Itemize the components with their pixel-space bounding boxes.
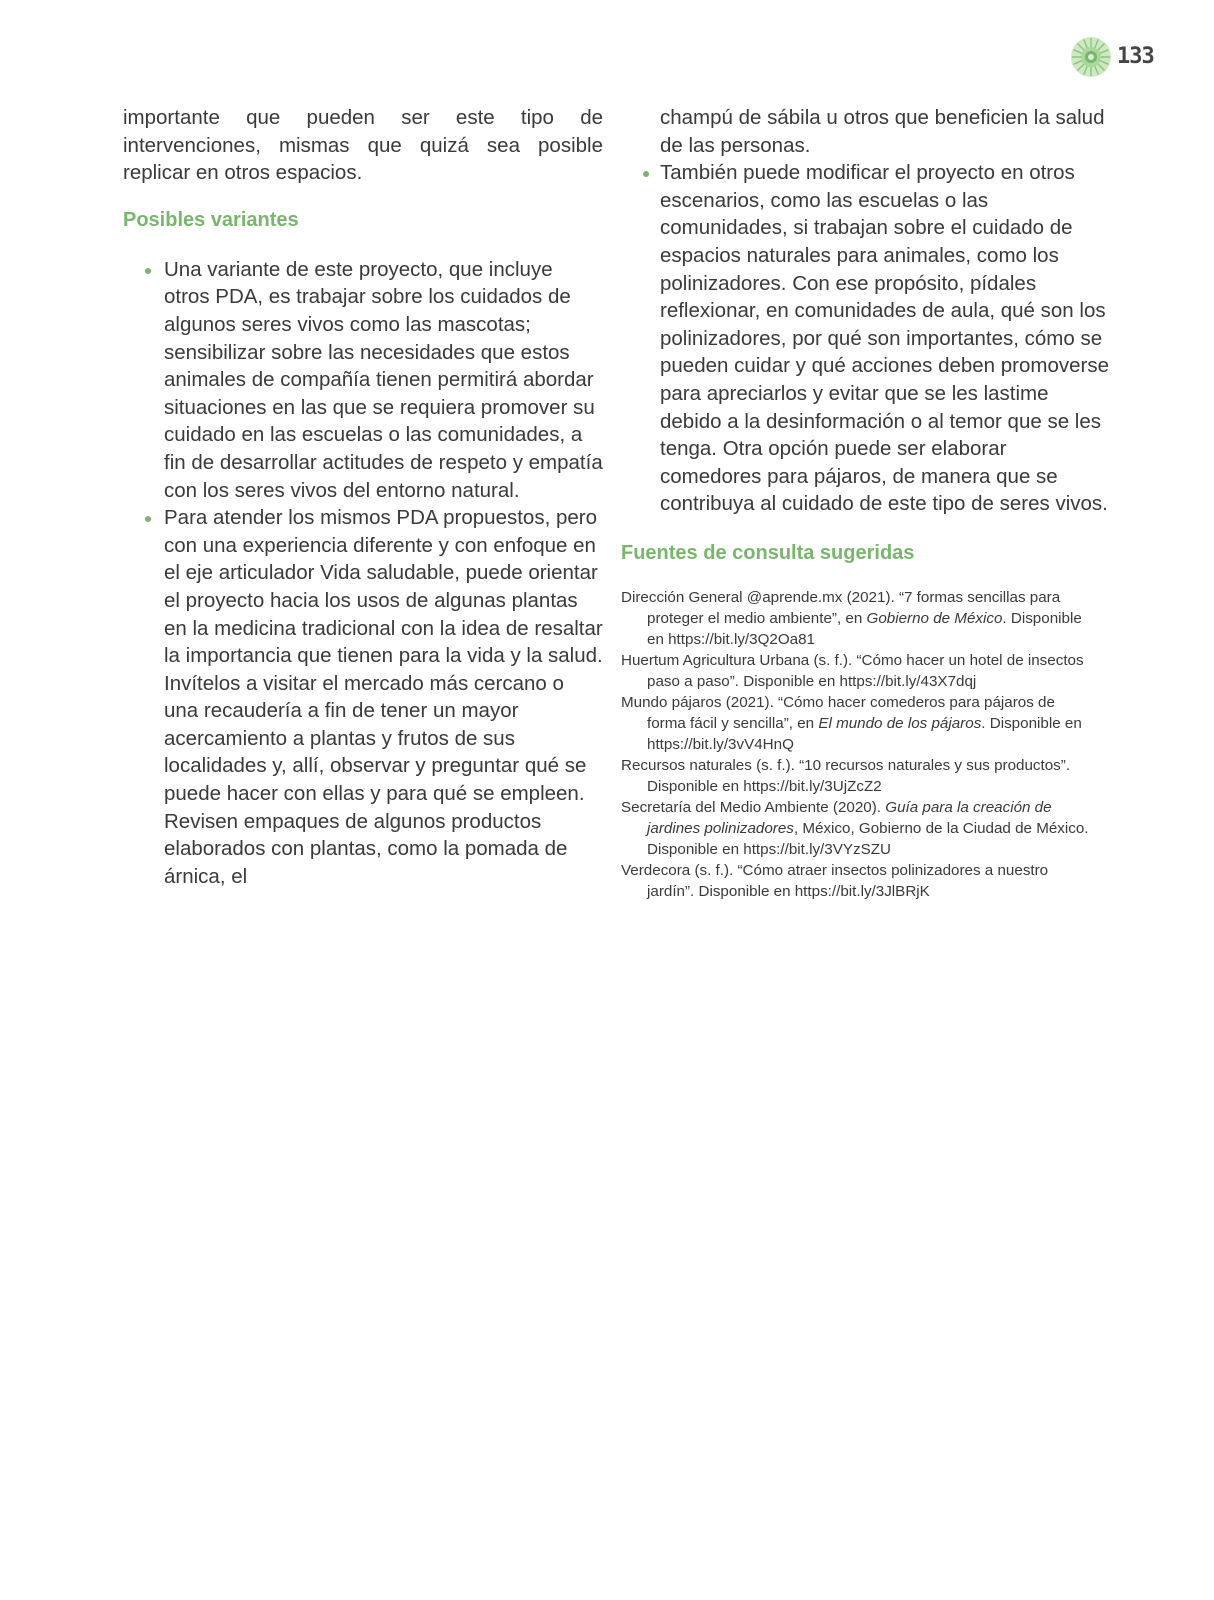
section-heading-sources: Fuentes de consulta sugeridas [621, 541, 915, 564]
bullet-text: Para atender los mismos PDA propuestos, pero con una experiencia diferente y con enfoque en el eje articulador Vida saludable, puede orientar el proyecto hacia los usos de algunas plantas en la medicina tradicional con la idea de resaltar la importancia que tienen para la vida y la salud. Invítelos a visitar el mercado más cercano o una recaudería a fin de tener un mayor acercamiento a plantas y frutos de sus localidades y, allí, observar y preguntar qué se puede hacer con ellas y para qué se empleen. Revisen empaques de algunos productos elaborados con plantas, como la pomada de árnica, el [164, 506, 603, 888]
reference-item: Recursos naturales (s. f.). “10 recursos naturales y sus productos”. Disponible en https://bit.ly/3UjZcZ2 [621, 756, 1071, 795]
page-number: 133 [1117, 44, 1154, 69]
sun-logo-icon [1070, 36, 1112, 78]
intro-paragraph: importante que pueden ser este tipo de intervenciones, mismas que quizá sea posible replicar en otros espacios. [123, 106, 603, 185]
section-heading-variants: Posibles variantes [123, 208, 299, 231]
variants-list-continued [633, 159, 1113, 518]
reference-item: Mundo pájaros (2021). “Cómo hacer comederos para pájaros de forma fácil y sencilla”, en El mundo de los pájaros. Disponible en https://bit.ly/3vV4HnQ [621, 693, 1082, 753]
bullet-dot-icon [145, 516, 151, 522]
bullet-text: Una variante de este proyecto, que incluye otros PDA, es trabajar sobre los cuidados de algunos seres vivos como las mascotas; sensibilizar sobre las necesidades que estos animales de compañía tienen permitirá abordar situaciones en las que se requiera promover su cuidado en las escuelas o las comunidades, a fin de desarrollar actitudes de respeto y empatía con los seres vivos del entorno natural. [164, 257, 603, 502]
left-column [123, 104, 603, 890]
right-column [621, 104, 1113, 902]
list-item [123, 256, 603, 504]
reference-item: Verdecora (s. f.). “Cómo atraer insectos polinizadores a nuestro jardín”. Disponible en https://bit.ly/3JlBRjK [621, 861, 1049, 900]
bullet-dot-icon [643, 171, 649, 177]
reference-item: Dirección General @aprende.mx (2021). “7 formas sencillas para proteger el medio ambiente”, en Gobierno de México. Disponible en https://bit.ly/3Q2Oa81 [621, 588, 1082, 648]
variants-list [123, 256, 603, 891]
reference-item: Huertum Agricultura Urbana (s. f.). “Cómo hacer un hotel de insectos paso a paso”. Disponible en https://bit.ly/43X7dqj [621, 651, 1084, 690]
list-item [633, 159, 1113, 518]
continued-paragraph: champú de sábila u otros que beneficien la salud de las personas. [660, 106, 1105, 157]
bullet-dot-icon [145, 268, 151, 274]
references-list [621, 587, 1091, 902]
reference-item: Secretaría del Medio Ambiente (2020). Guía para la creación de jardines polinizadores, México, Gobierno de la Ciudad de México. Disponible en https://bit.ly/3VYzSZU [621, 798, 1089, 858]
bullet-text: También puede modificar el proyecto en otros escenarios, como las escuelas o las comunidades, si trabajan sobre el cuidado de espacios naturales para animales, como los polinizadores. Con ese propósito, pídales reflexionar, en comunidades de aula, qué son los polinizadores, por qué son importantes, cómo se pueden cuidar y qué acciones deben promoverse para apreciarlos y evitar que se les lastime debido a la desinformación o al temor que se les tenga. Otra opción puede ser elaborar comedores para pájaros, de manera que se contribuya al cuidado de este tipo de seres vivos. [660, 161, 1110, 516]
list-item [123, 504, 603, 890]
